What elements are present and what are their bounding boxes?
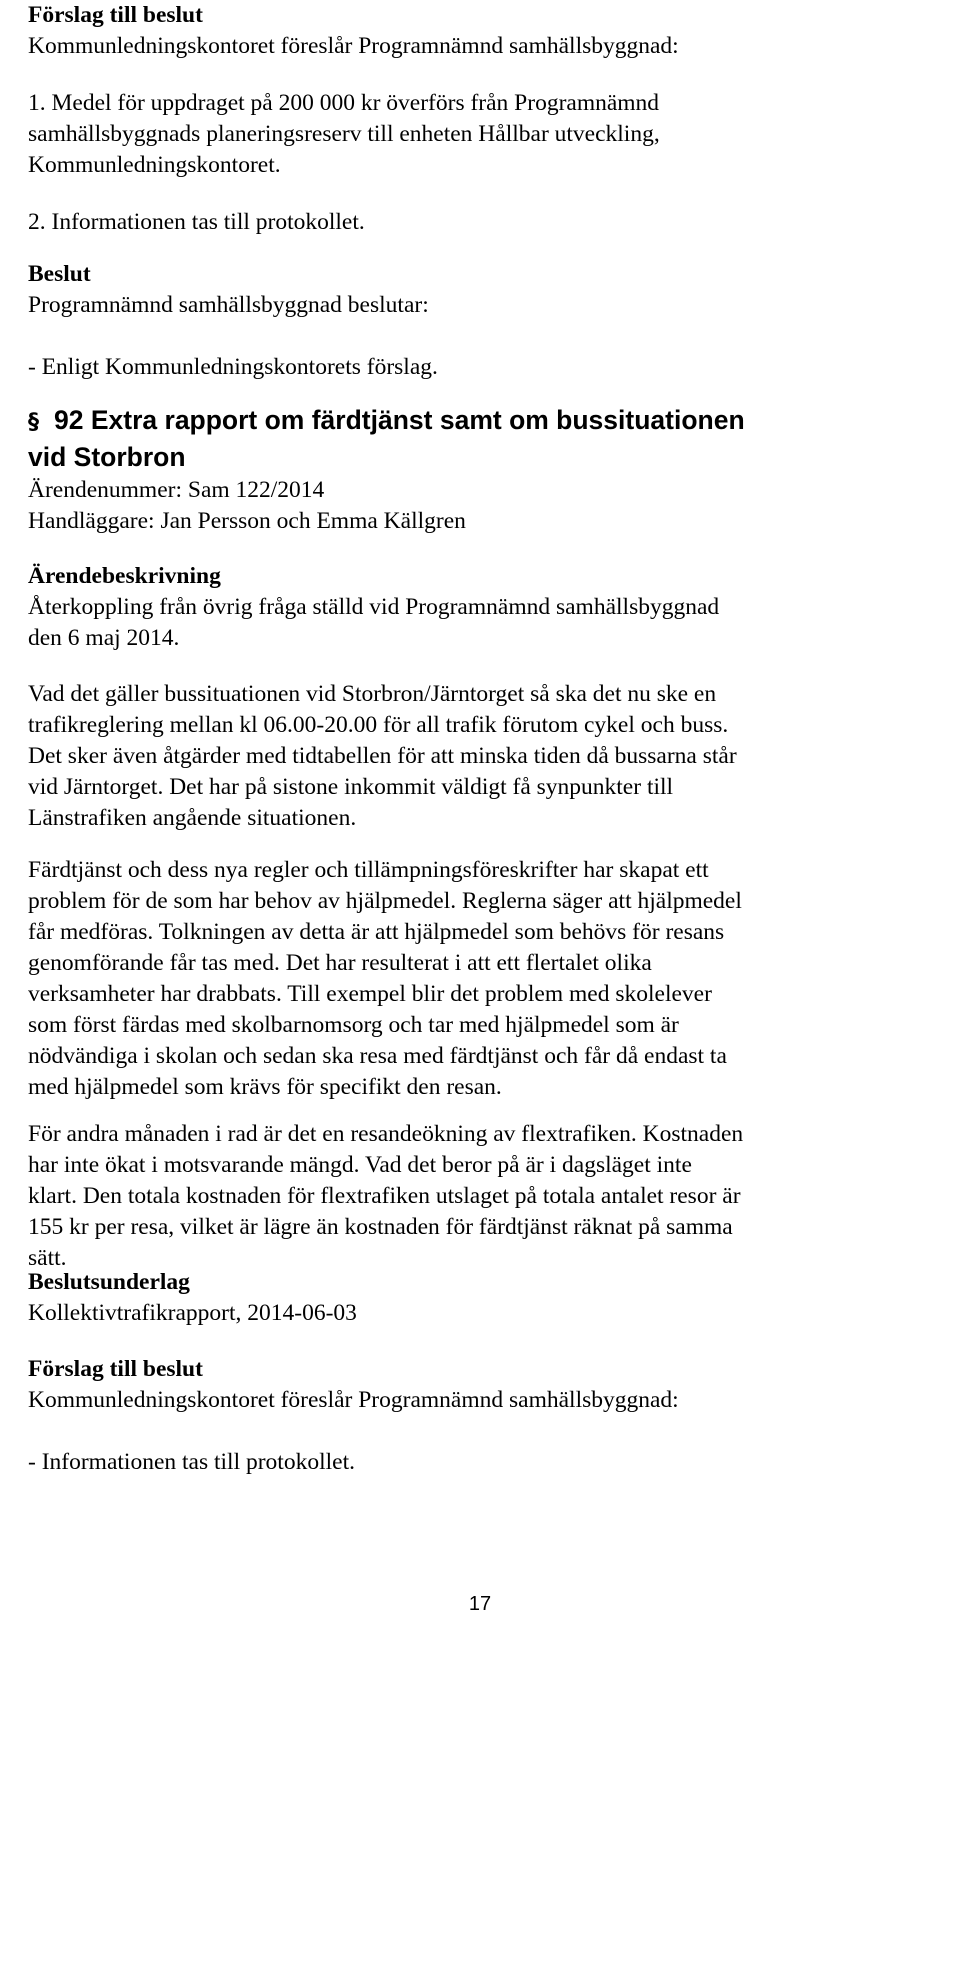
text-line: får medföras. Tolkningen av detta är att hjälpmedel som behövs för resans [28,919,725,945]
proposal-intro: Kommunledningskontoret föreslår Programnämnd samhällsbyggnad: [28,1387,679,1413]
proposal-item-2 [28,207,948,238]
text-line: samhällsbyggnads planeringsreserv till enheten Hållbar utveckling, [28,121,660,147]
text-line: För andra månaden i rad är det en resandeökning av flextrafiken. Kostnaden [28,1121,744,1147]
proposal-block-1 [28,0,948,62]
basis-heading: Beslutsunderlag [28,1269,190,1295]
proposal-heading: Förslag till beslut [28,2,203,28]
decision-item [28,352,948,383]
text-line: Återkoppling från övrig fråga ställd vid Programnämnd samhällsbyggnad [28,594,720,620]
proposal-block-2 [28,1354,948,1416]
case-meta [28,475,948,537]
text-line: Det sker även åtgärder med tidtabellen för att minska tiden då bussarna står [28,743,737,769]
text-line: Länstrafiken angående situationen. [28,805,357,831]
section-title-line: Extra rapport om färdtjänst samt om bussituationen [90,405,745,435]
text-line: Vad det gäller bussituationen vid Storbron/Järntorget så ska det nu ske en [28,681,717,707]
text-line: med hjälpmedel som krävs för specifikt den resan. [28,1074,502,1100]
text-line: trafikreglering mellan kl 06.00-20.00 för all trafik förutom cykel och buss. [28,712,729,738]
description-paragraph-3 [28,855,948,1103]
section-heading [28,403,948,474]
proposal-item [28,1447,948,1478]
proposal-heading: Förslag till beslut [28,1356,203,1382]
proposal-intro: Kommunledningskontoret föreslår Programnämnd samhällsbyggnad: [28,33,679,59]
text-line: har inte ökat i motsvarande mängd. Vad det beror på är i dagsläget inte [28,1152,692,1178]
section-sign-icon: § [28,410,39,435]
text-line: problem för de som har behov av hjälpmedel. Reglerna säger att hjälpmedel [28,888,742,914]
text-line: 155 kr per resa, vilket är lägre än kostnaden för färdtjänst räknat på samma [28,1214,733,1240]
description-block [28,561,948,654]
decision-intro: Programnämnd samhällsbyggnad beslutar: [28,292,429,318]
basis-item: Kollektivtrafikrapport, 2014-06-03 [28,1300,357,1326]
section-number: 92 [54,405,84,435]
description-heading: Ärendebeskrivning [28,563,221,589]
text-line: nödvändiga i skolan och sedan ska resa med färdtjänst och får då endast ta [28,1043,727,1069]
text-line: den 6 maj 2014. [28,625,180,651]
decision-heading: Beslut [28,261,91,287]
section-title-line: vid Storbron [28,442,186,472]
text-line: som först färdas med skolbarnomsorg och tar med hjälpmedel som är [28,1012,679,1038]
basis-block [28,1267,948,1329]
decision-block [28,259,948,321]
case-handlers: Handläggare: Jan Persson och Emma Källgren [28,508,466,534]
description-paragraph-4 [28,1119,948,1274]
text-line: - Enligt Kommunledningskontorets förslag. [28,354,438,380]
text-line: 1. Medel för uppdraget på 200 000 kr överförs från Programnämnd [28,90,660,116]
description-paragraph-2 [28,679,948,834]
text-line: klart. Den totala kostnaden för flextrafiken utslaget på totala antalet resor är [28,1183,741,1209]
text-line: verksamheter har drabbats. Till exempel blir det problem med skolelever [28,981,712,1007]
proposal-item-1 [28,88,948,181]
text-line: Kommunledningskontoret. [28,152,281,178]
case-number: Ärendenummer: Sam 122/2014 [28,477,325,503]
text-line: vid Järntorget. Det har på sistone inkommit väldigt få synpunkter till [28,774,674,800]
text-line: Färdtjänst och dess nya regler och tillämpningsföreskrifter har skapat ett [28,857,709,883]
text-line: sätt. [28,1245,67,1271]
text-line: genomförande får tas med. Det har resulterat i att ett flertalet olika [28,950,652,976]
text-line: 2. Informationen tas till protokollet. [28,209,365,235]
page-number: 17 [468,1593,492,1615]
text-line: - Informationen tas till protokollet. [28,1449,355,1475]
